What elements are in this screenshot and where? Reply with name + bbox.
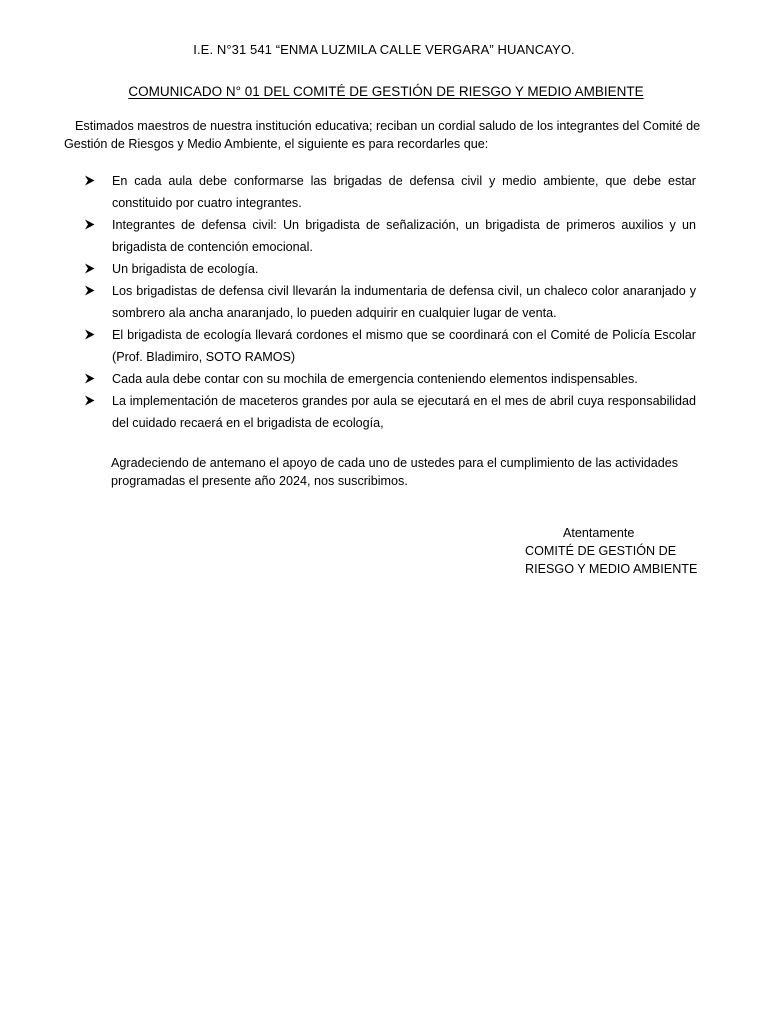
signature-committee-line2: RIESGO Y MEDIO AMBIENTE — [525, 562, 698, 576]
list-item — [84, 368, 696, 390]
list-item-text: Los brigadistas de defensa civil llevarán la indumentaria de defensa civil, un chaleco color anaranjado y sombrero ala ancha anaranjado, lo pueden adquirir en cualquier lugar de venta. — [112, 284, 696, 320]
arrowhead-bullet-icon — [84, 170, 98, 192]
institution-header: I.E. N°31 541 “ENMA LUZMILA CALLE VERGARA” HUANCAYO. — [193, 42, 575, 57]
list-item — [84, 390, 696, 434]
arrowhead-bullet-icon — [84, 280, 98, 302]
arrowhead-bullet-icon — [84, 390, 98, 412]
arrowhead-bullet-icon — [84, 258, 98, 280]
list-item-text: Un brigadista de ecología. — [112, 262, 259, 276]
arrowhead-bullet-icon — [84, 214, 98, 236]
list-item-text: Integrantes de defensa civil: Un brigadista de señalización, un brigadista de primeros auxilios y un brigadista de contención emocional. — [112, 218, 696, 254]
list-item — [84, 170, 696, 214]
arrowhead-bullet-icon — [84, 368, 98, 390]
closing-paragraph: Agradeciendo de antemano el apoyo de cada uno de ustedes para el cumplimiento de las actividades programadas el presente año 2024, nos suscribimos. — [111, 456, 679, 488]
list-item — [84, 258, 696, 280]
communique-title: COMUNICADO N° 01 DEL COMITÉ DE GESTIÓN DE RIESGO Y MEDIO AMBIENTE — [128, 84, 644, 99]
list-item — [84, 214, 696, 258]
list-item — [84, 324, 696, 368]
signature-committee-line1: COMITÉ DE GESTIÓN DE — [525, 544, 677, 558]
bullet-list — [84, 170, 696, 434]
signature-regards: Atentamente — [563, 526, 635, 540]
arrowhead-bullet-icon — [84, 324, 98, 346]
signature-block — [525, 524, 725, 578]
list-item-text: La implementación de maceteros grandes por aula se ejecutará en el mes de abril cuya responsabilidad del cuidado recaerá en el brigadista de ecología, — [112, 394, 696, 430]
intro-paragraph: Estimados maestros de nuestra institución educativa; reciban un cordial saludo de los integrantes del Comité de Gestión de Riesgos y Medio Ambiente, el siguiente es para recordarles que: — [64, 119, 701, 151]
list-item-text: En cada aula debe conformarse las brigadas de defensa civil y medio ambiente, que debe estar constituido por cuatro integrantes. — [112, 174, 696, 210]
list-item — [84, 280, 696, 324]
list-item-text: El brigadista de ecología llevará cordones el mismo que se coordinará con el Comité de Policía Escolar (Prof. Bladimiro, SOTO RAMOS) — [112, 328, 696, 364]
list-item-text: Cada aula debe contar con su mochila de emergencia conteniendo elementos indispensables. — [112, 372, 638, 386]
